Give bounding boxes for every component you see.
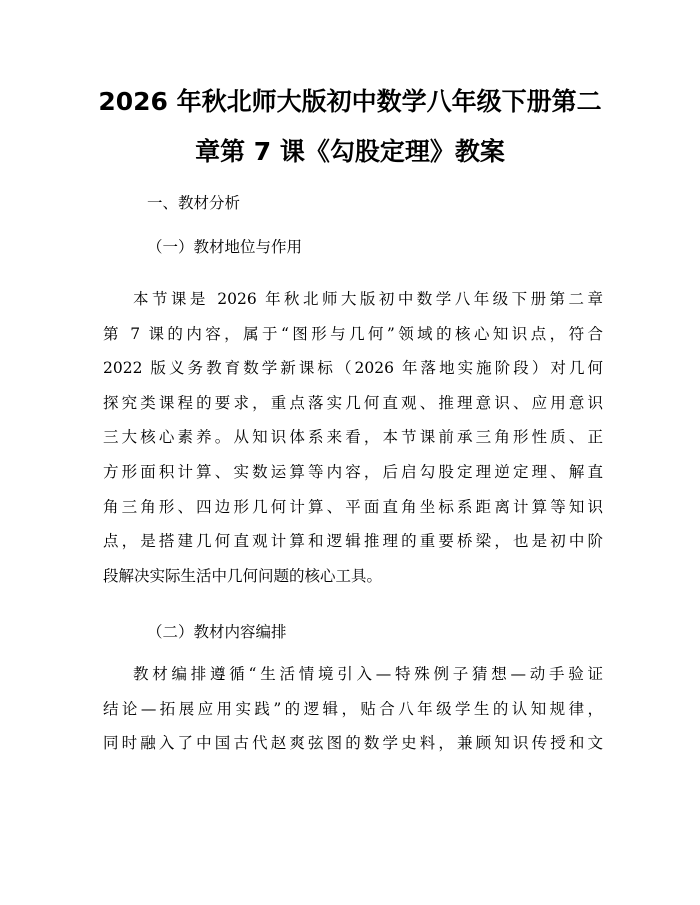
paragraph-line: 角三角形、四边形几何计算、平面直角坐标系距离计算等知识 xyxy=(103,497,603,516)
paragraph-line: 同时融入了中国古代赵爽弦图的数学史料，兼顾知识传授和文 xyxy=(103,734,603,753)
paragraph-line: 结论—拓展应用实践”的逻辑，贴合八年级学生的认知规律， xyxy=(103,699,603,718)
paragraph-line: 方形面积计算、实数运算等内容，后启勾股定理逆定理、解直 xyxy=(103,462,603,481)
paragraph-line: 第 7 课的内容，属于“图形与几何”领域的核心知识点，符合 xyxy=(103,324,603,343)
paragraph-line: 2022 版义务教育数学新课标（2026 年落地实施阶段）对几何 xyxy=(103,359,603,378)
subsection-heading-arrangement: （二）教材内容编排 xyxy=(147,623,287,641)
subsection-heading-role: （一）教材地位与作用 xyxy=(147,238,303,256)
document-title-line-2: 章第 7 课《勾股定理》教案 xyxy=(195,137,505,166)
paragraph-line: 教材编排遵循“生活情境引入—特殊例子猜想—动手验证 xyxy=(133,665,603,683)
document-title-line-1: 2026 年秋北师大版初中数学八年级下册第二 xyxy=(98,87,602,116)
paragraph-arrangement xyxy=(103,663,603,767)
paragraph-line: 三大核心素养。从知识体系来看，本节课前承三角形性质、正 xyxy=(103,428,603,447)
paragraph-line: 点，是搭建几何直观计算和逻辑推理的重要桥梁，也是初中阶 xyxy=(103,532,603,551)
paragraph-line: 探究类课程的要求，重点落实几何直观、推理意识、应用意识 xyxy=(103,393,603,412)
paragraph-line: 本节课是 2026 年秋北师大版初中数学八年级下册第二章 xyxy=(133,290,603,308)
section-heading-analysis: 一、教材分析 xyxy=(147,194,241,212)
paragraph-role xyxy=(103,288,603,599)
paragraph-line: 段解决实际生活中几何问题的核心工具。 xyxy=(103,566,383,585)
